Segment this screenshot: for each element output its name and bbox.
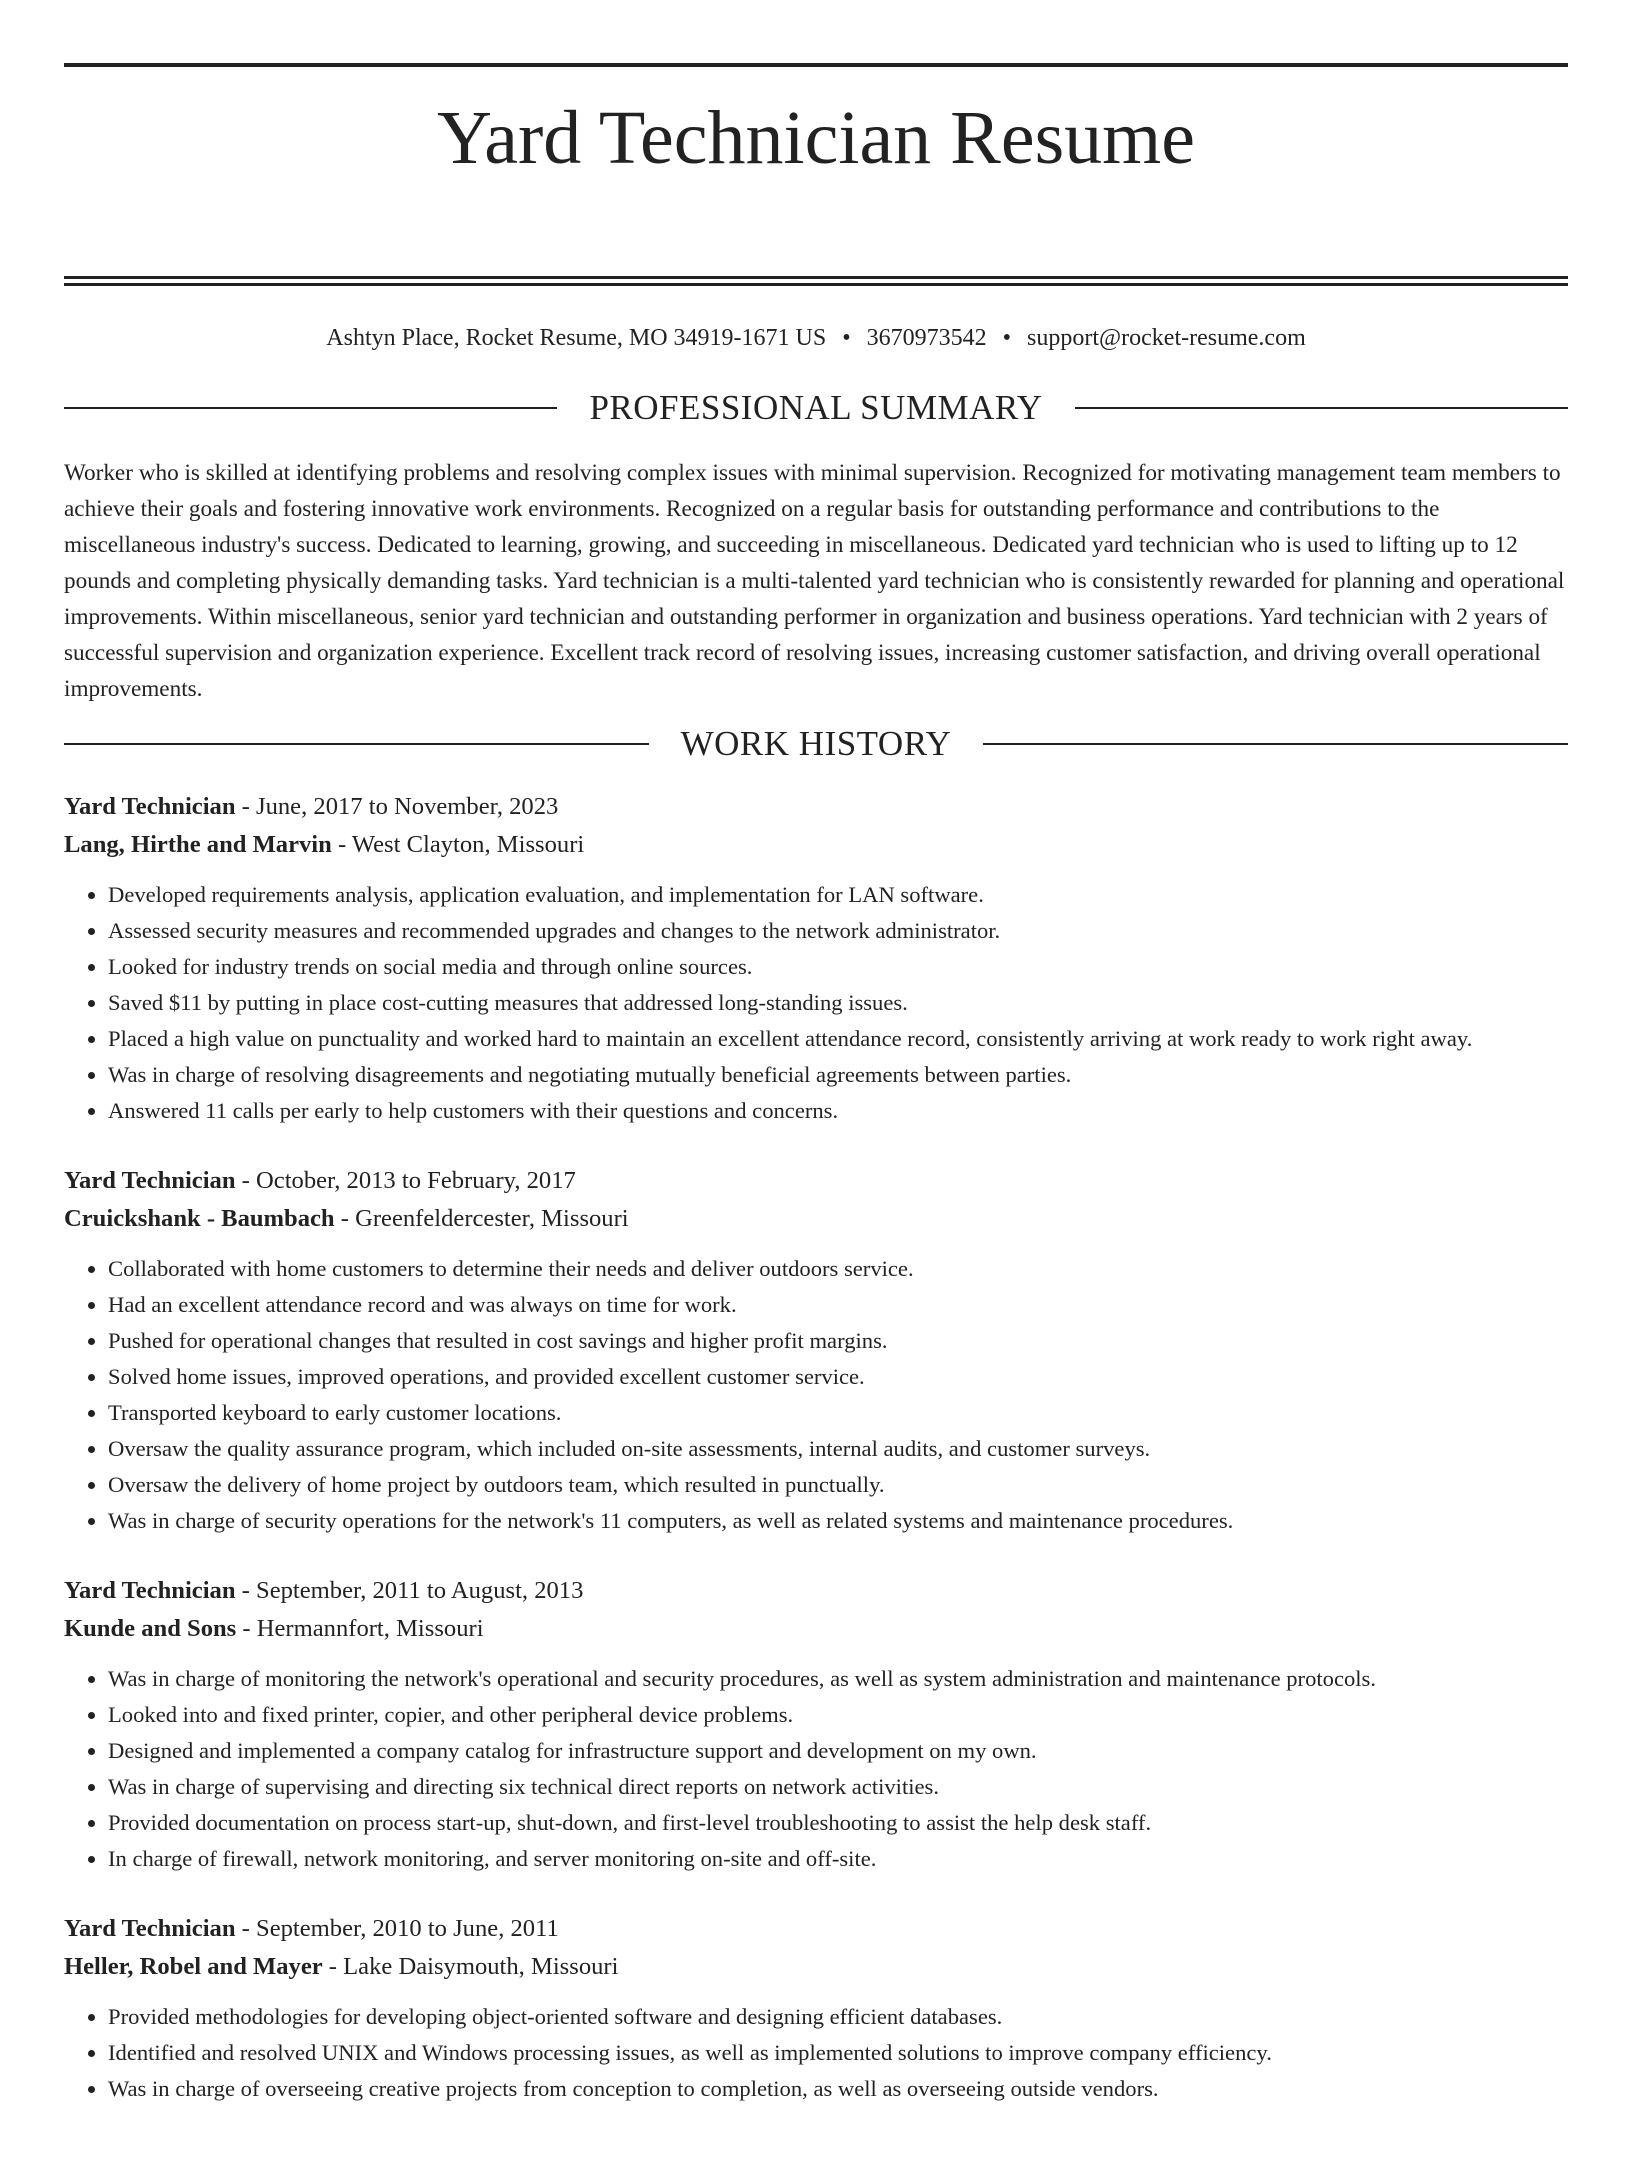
page-title: Yard Technician Resume xyxy=(436,96,1196,180)
job-bullet: • Was in charge of security operations for the network's 11 computers, as well as related systems and maintenance procedures. xyxy=(108,1503,1568,1539)
job-bullet: • Answered 11 calls per early to help customers with their questions and concerns. xyxy=(108,1093,1568,1129)
job-bullet: • Developed requirements analysis, application evaluation, and implementation for LAN software. xyxy=(108,877,1568,913)
job-title-line xyxy=(64,1910,1568,1948)
job-title: Yard Technician xyxy=(64,793,236,820)
job-location: - West Clayton, Missouri xyxy=(331,831,585,858)
job-bullet: • Looked for industry trends on social media and through online sources. xyxy=(108,949,1568,985)
job-company-line xyxy=(64,1610,1568,1648)
job-company-line xyxy=(64,1948,1568,1986)
heading-rule-right xyxy=(1075,407,1568,409)
job-title: Yard Technician xyxy=(64,1915,236,1942)
title-double-rule xyxy=(64,276,1568,286)
job-bullet: • Was in charge of monitoring the network's operational and security procedures, as well as system administration and maintenance protocols. xyxy=(108,1661,1568,1697)
job-title-line xyxy=(64,788,1568,826)
job-bullet: • Provided documentation on process start-up, shut-down, and first-level troubleshooting to assist the help desk staff. xyxy=(108,1805,1568,1841)
job-company: Heller, Robel and Mayer xyxy=(64,1953,323,1980)
job-bullets xyxy=(64,1661,1568,1877)
job-bullet: • Transported keyboard to early customer locations. xyxy=(108,1395,1568,1431)
summary-heading-label: PROFESSIONAL SUMMARY xyxy=(589,388,1043,427)
heading-rule-left xyxy=(64,407,557,409)
job-dates: - September, 2010 to June, 2011 xyxy=(235,1915,559,1942)
job-bullets xyxy=(64,877,1568,1129)
job-entry xyxy=(64,1162,1568,1539)
job-bullet: • Placed a high value on punctuality and worked hard to maintain an excellent attendance record, consistently arriving at work ready to work right away. xyxy=(108,1021,1568,1057)
job-bullet: • Had an excellent attendance record and was always on time for work. xyxy=(108,1287,1568,1323)
job-title-line xyxy=(64,1162,1568,1200)
job-bullets xyxy=(64,1251,1568,1539)
summary-text: Worker who is skilled at identifying problems and resolving complex issues with minimal supervision. Recognized for motivating management team members to achieve their goals and fostering innovative work environments. Recognized on a regular basis for outstanding performance and contributions to the miscellaneous industry's success. Dedicated to learning, growing, and succeeding in miscellaneous. Dedicated yard technician who is used to lifting up to 12 pounds and completing physically demanding tasks. Yard technician is a multi-talented yard technician who is consistently rewarded for planning and operational improvements. Within miscellaneous, senior yard technician and outstanding performer in organization and business operations. Yard technician with 2 years of successful supervision and organization experience. Excellent track record of resolving issues, increasing customer satisfaction, and driving overall operational improvements. xyxy=(64,460,1565,702)
job-bullet: • Assessed security measures and recommended upgrades and changes to the network administrator. xyxy=(108,913,1568,949)
job-bullet: • Was in charge of supervising and directing six technical direct reports on network activities. xyxy=(108,1769,1568,1805)
work-history-heading-label: WORK HISTORY xyxy=(680,724,952,763)
job-bullet: • Provided methodologies for developing object-oriented software and designing efficient databases. xyxy=(108,1999,1568,2035)
job-location: - Lake Daisymouth, Missouri xyxy=(322,1953,619,1980)
job-location: - Hermannfort, Missouri xyxy=(236,1615,484,1642)
job-bullet: • Oversaw the quality assurance program, which included on-site assessments, internal audits, and customer surveys. xyxy=(108,1431,1568,1467)
job-entry xyxy=(64,1910,1568,2107)
contact-address: Ashtyn Place, Rocket Resume, MO 34919-1671 US xyxy=(326,325,827,351)
contact-separator: • xyxy=(842,325,851,351)
heading-rule-right xyxy=(983,743,1568,745)
job-dates: - June, 2017 to November, 2023 xyxy=(235,793,559,820)
job-bullet: • Was in charge of overseeing creative projects from conception to completion, as well as overseeing outside vendors. xyxy=(108,2071,1568,2107)
job-bullet: • Saved $11 by putting in place cost-cutting measures that addressed long-standing issues. xyxy=(108,985,1568,1021)
job-company-line xyxy=(64,1200,1568,1238)
job-entry xyxy=(64,1572,1568,1877)
job-dates: - September, 2011 to August, 2013 xyxy=(235,1577,584,1604)
job-title: Yard Technician xyxy=(64,1577,236,1604)
job-bullet: • Oversaw the delivery of home project by outdoors team, which resulted in punctually. xyxy=(108,1467,1568,1503)
job-bullet: • Solved home issues, improved operations, and provided excellent customer service. xyxy=(108,1359,1568,1395)
job-location: - Greenfeldercester, Missouri xyxy=(334,1205,629,1232)
job-bullet: • In charge of firewall, network monitoring, and server monitoring on-site and off-site. xyxy=(108,1841,1568,1877)
job-bullet: • Designed and implemented a company catalog for infrastructure support and development on my own. xyxy=(108,1733,1568,1769)
resume-page xyxy=(0,63,1632,2175)
contact-email[interactable]: support@rocket-resume.com xyxy=(1027,325,1306,351)
job-title: Yard Technician xyxy=(64,1167,236,1194)
heading-rule-left xyxy=(64,743,649,745)
job-bullet: • Collaborated with home customers to determine their needs and deliver outdoors service. xyxy=(108,1251,1568,1287)
contact-phone: 3670973542 xyxy=(866,325,987,351)
job-company: Cruickshank - Baumbach xyxy=(64,1205,335,1232)
job-bullet: • Was in charge of resolving disagreements and negotiating mutually beneficial agreements between parties. xyxy=(108,1057,1568,1093)
summary-heading xyxy=(64,388,1568,428)
job-bullet: • Identified and resolved UNIX and Windows processing issues, as well as implemented solutions to improve company efficiency. xyxy=(108,2035,1568,2071)
contact-separator: • xyxy=(1002,325,1012,351)
job-bullet: • Looked into and fixed printer, copier, and other peripheral device problems. xyxy=(108,1697,1568,1733)
job-company-line xyxy=(64,826,1568,864)
job-title-line xyxy=(64,1572,1568,1610)
job-company: Kunde and Sons xyxy=(64,1615,237,1642)
job-bullets xyxy=(64,1999,1568,2107)
job-company: Lang, Hirthe and Marvin xyxy=(64,831,332,858)
contact-line xyxy=(64,323,1568,353)
work-history-heading xyxy=(64,724,1568,764)
job-dates: - October, 2013 to February, 2017 xyxy=(235,1167,576,1194)
job-bullet: • Pushed for operational changes that resulted in cost savings and higher profit margins. xyxy=(108,1323,1568,1359)
job-entry xyxy=(64,788,1568,1129)
work-history-list xyxy=(64,788,1568,2107)
